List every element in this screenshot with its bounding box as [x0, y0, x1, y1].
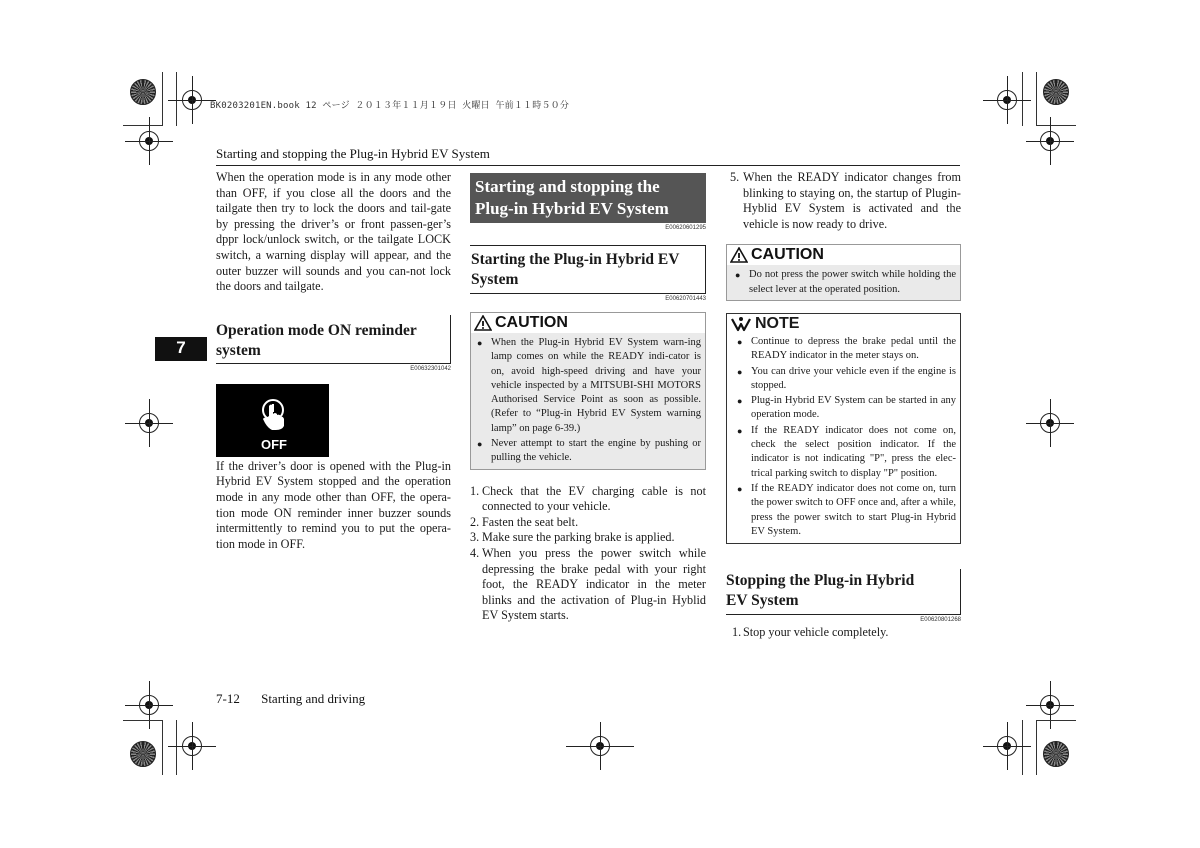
reminder-paragraph: If the driver’s door is opened with the Plug-in Hybrid EV System stopped and the operation mode in any mode other than OFF, the opera-tion mode ON reminder inner buzzer sounds intermittently to remind you to put the opera-tion mode in OFF. [216, 458, 451, 551]
power-switch-off-image [216, 384, 329, 457]
print-info-line: BK0203201EN.book 12 ページ ２０１３年１１月１９日 火曜日 午前１１時５０分 [210, 101, 570, 111]
note-item: ● You can drive your vehicle even if the engine is stopped. [737, 365, 956, 394]
note-body [727, 334, 960, 543]
step-item: 4. When you press the power switch while depressing the brake pedal with your right foot, the READY indicator in the meter blinks and the activation of Plug-in Hyblid EV System starts. [470, 546, 706, 623]
note-box [726, 313, 961, 544]
page-footer [216, 691, 365, 707]
starting-heading: Starting the Plug-in Hybrid EV System [470, 245, 706, 294]
page-number: 7-12 [216, 691, 240, 706]
caution-header [471, 313, 705, 333]
note-item: ● Plug-in Hybrid EV System can be started in any operation mode. [737, 394, 956, 423]
note-label: NOTE [755, 314, 800, 332]
starting-heading-code: E00620701443 [665, 296, 706, 302]
caution-box [726, 244, 961, 301]
chapter-section-title: Starting and stopping the Plug-in Hybrid EV System [470, 173, 706, 223]
registration-dial-icon [130, 79, 156, 105]
caution-item: ● Never attempt to start the engine by pushing or pulling the vehicle. [477, 437, 701, 466]
chapter-tab: 7 [155, 337, 207, 361]
caution-item: ● Do not press the power switch while holding the select lever at the operated position. [735, 268, 956, 297]
footer-section: Starting and driving [261, 691, 366, 706]
caution-header [727, 245, 960, 265]
caution-body [727, 265, 960, 300]
starting-steps [470, 484, 706, 624]
section-code: E00632301042 [410, 365, 451, 372]
off-label: OFF [261, 436, 287, 452]
registration-dial-icon [1043, 741, 1069, 767]
running-head-rule [216, 165, 960, 166]
running-head: Starting and stopping the Plug-in Hybrid EV System [216, 146, 490, 161]
caution-label: CAUTION [495, 314, 568, 331]
step-item: 5. When the READY indicator changes from blinking to staying on, the startup of Plugin-Hyblid EV System is activated and the vehicle is now ready to drive. [730, 170, 961, 231]
note-header [727, 314, 960, 334]
intro-paragraph: When the operation mode is in any mode other than OFF, if you close all the doors and the tailgate then try to lock the doors and tail-gate by pressing the driver’s or front passen-ger’s dppr lock/unlock switch, or the tailgate LOCK switch, a warning display will appear, and the outer buzzer will sounds and you can-not lock the doors and tailgate. [216, 170, 451, 294]
note-item: ● Continue to depress the brake pedal until the READY indicator in the meter stays on. [737, 335, 956, 364]
step-item: 1. Stop your vehicle completely. [732, 625, 889, 640]
step-item: 2. Fasten the seat belt. [470, 514, 579, 529]
note-item: ● If the READY indicator does not come on, check the select position indicator. If the indicator is not indicating "P", press the elec-trical parking switch to display "P" position. [737, 424, 956, 481]
warning-icon [474, 315, 492, 331]
operation-mode-heading-block [216, 315, 451, 372]
warning-icon [730, 247, 748, 263]
registration-dial-icon [1043, 79, 1069, 105]
step-item: 3. Make sure the parking brake is applied. [470, 530, 675, 545]
registration-dial-icon [130, 741, 156, 767]
stopping-heading: Stopping the Plug-in Hybrid EV System [726, 569, 961, 615]
note-icon [730, 316, 752, 332]
section-code: E00620601295 [665, 225, 706, 231]
caution-item: ● When the Plug-in Hybrid EV System warn-ing lamp comes on while the READY indi-cator is on, avoid high-speed driving and have your vehicle inspected by a MITSUBI-SHI MOTORS Authorised Service Point as soon as possible. (Refer to “Plug-in Hybrid EV System warning lamp” on page 6-39.) [477, 336, 701, 436]
caution-body [471, 333, 705, 469]
stopping-heading-code: E00620801268 [920, 617, 961, 624]
column-3 [726, 170, 961, 641]
step-item: 1. Check that the EV charging cable is not connected to your vehicle. [470, 483, 706, 514]
column-1 [216, 170, 451, 552]
column-2 [470, 173, 706, 624]
caution-label: CAUTION [751, 246, 824, 264]
caution-box [470, 312, 706, 470]
section-heading: Operation mode ON reminder system [216, 315, 451, 364]
note-item: ● If the READY indicator does not come on, turn the power switch to OFF once and, after a while, press the power switch to start Plug-in Hybrid EV System. [737, 482, 956, 539]
